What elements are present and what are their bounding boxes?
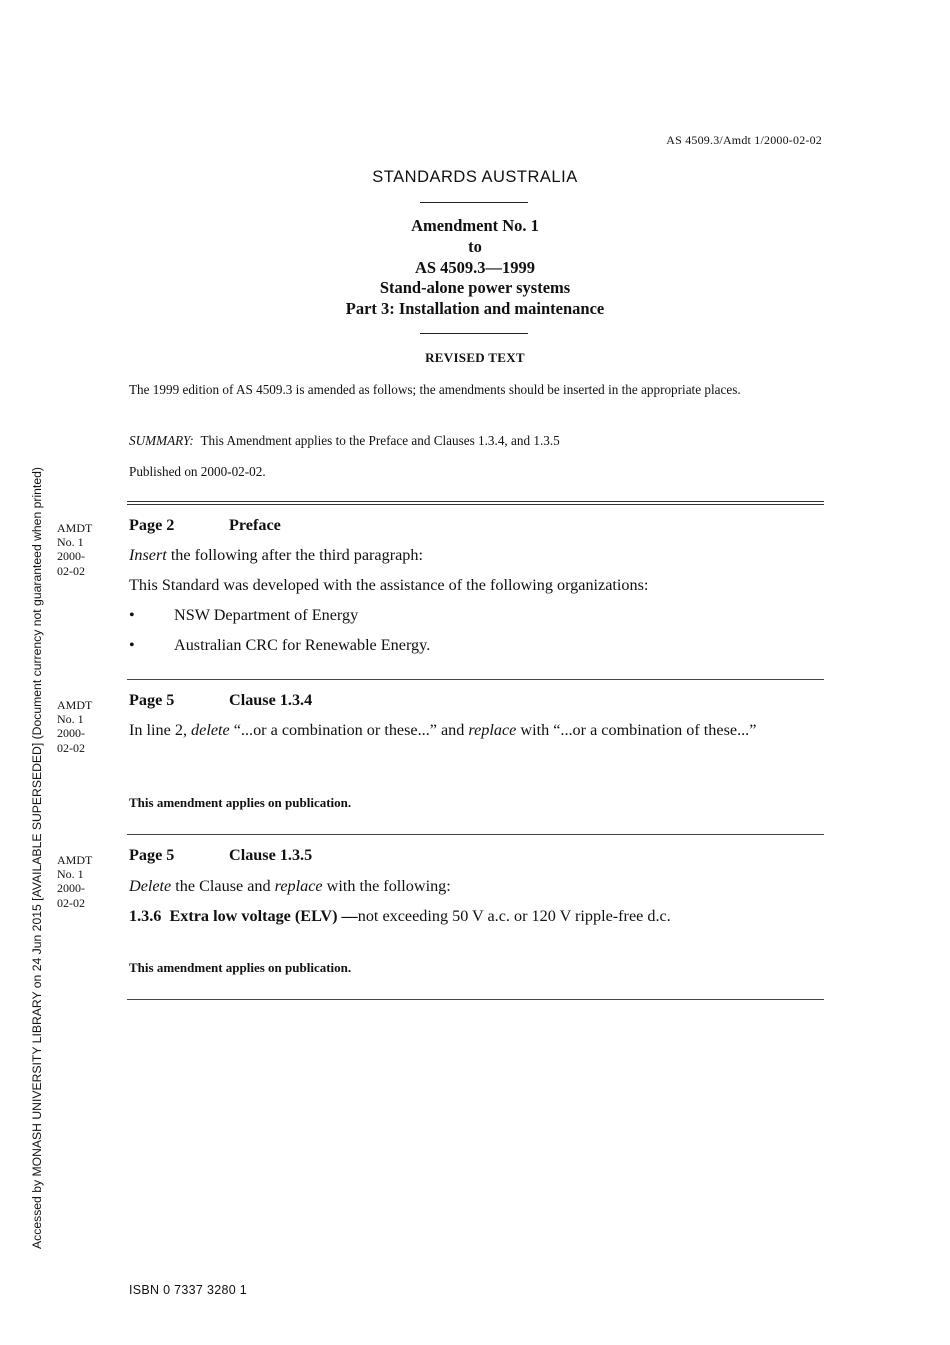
section-divider-double (127, 501, 824, 505)
margin-note-line: AMDT (57, 698, 93, 712)
section-page: Page 5 (129, 691, 175, 709)
title-line-standard: AS 4509.3—1999 (414, 257, 536, 277)
bullet-icon: • (129, 606, 135, 624)
title-rule-bottom (420, 333, 528, 334)
instruction-verb: replace (468, 721, 517, 739)
instruction-text: In line 2, (129, 721, 192, 739)
section-clause: Clause 1.3.4 (229, 691, 313, 709)
bullet-icon: • (129, 636, 135, 654)
applies-note: This amendment applies on publication. (129, 960, 352, 975)
list-item-text: NSW Department of Energy (174, 606, 359, 624)
margin-note-line: No. 1 (57, 867, 84, 882)
section-divider (127, 679, 824, 680)
section-clause: Clause 1.3.5 (229, 846, 313, 864)
section-instruction (129, 545, 822, 566)
definition-text: not exceeding 50 V a.c. or 120 V ripple-free d.c. (357, 907, 671, 925)
amendment-title (0, 216, 950, 320)
section-heading (129, 845, 822, 866)
instruction-verb: delete (191, 721, 230, 739)
published-date: Published on 2000-02-02. (129, 464, 266, 479)
definition-term: 1.3.6 Extra low voltage (ELV) — (129, 907, 358, 925)
margin-note-line: AMDT (57, 853, 93, 867)
instruction-text: the following after the third paragraph: (166, 546, 423, 564)
instruction-text: with the following: (322, 877, 451, 895)
section-heading (129, 690, 822, 711)
revised-text-heading: REVISED TEXT (425, 350, 525, 365)
margin-note-line: 02-02 (57, 895, 85, 910)
instruction-verb: replace (274, 877, 323, 895)
margin-note-line: AMDT (57, 521, 93, 535)
margin-note-line: No. 1 (57, 535, 84, 550)
margin-note-line: No. 1 (57, 712, 84, 727)
list-item (129, 635, 822, 656)
definition (129, 906, 822, 927)
isbn: ISBN 0 7337 3280 1 (129, 1283, 247, 1297)
title-line-subject: Stand-alone power systems (379, 278, 571, 298)
amendment-section-clause-1-3-4 (129, 690, 822, 741)
section-page: Page 5 (129, 846, 175, 864)
section-heading (129, 515, 822, 536)
instruction-text: the Clause and (171, 877, 275, 895)
summary (129, 431, 822, 451)
amendment-margin-note (57, 853, 107, 910)
section-clause: Preface (229, 516, 281, 534)
access-watermark: Accessed by MONASH UNIVERSITY LIBRARY on 24 Jun 2015 [AVAILABLE SUPERSEDED] (Document currency not guaranteed when printed) (30, 467, 44, 1249)
document-reference: AS 4509.3/Amdt 1/2000-02-02 (666, 133, 822, 147)
instruction-text: with “...or a combination of these...” (516, 721, 757, 739)
margin-note-line: 2000- (57, 726, 85, 741)
instruction-verb: Delete (129, 877, 172, 895)
section-instruction (129, 876, 822, 897)
amendment-section-clause-1-3-5 (129, 845, 822, 927)
list-item-text: Australian CRC for Renewable Energy. (174, 636, 431, 654)
instruction-text: “...or a combination or these...” and (229, 721, 469, 739)
summary-text: This Amendment applies to the Preface and Clauses 1.3.4, and 1.3.5 (200, 433, 560, 448)
title-line-amendment: Amendment No. 1 (411, 216, 539, 235)
section-body: This Standard was developed with the assistance of the following organizations: (129, 576, 649, 594)
intro-paragraph: The 1999 edition of AS 4509.3 is amended as follows; the amendments should be inserted in the appropriate places. (129, 382, 741, 397)
margin-note-line: 02-02 (57, 740, 85, 755)
organization-name: STANDARDS AUSTRALIA (372, 168, 578, 186)
title-line-to: to (468, 236, 482, 256)
amendment-margin-note (57, 521, 107, 578)
title-line-part: Part 3: Installation and maintenance (345, 299, 605, 319)
instruction-verb: Insert (129, 546, 167, 564)
margin-note-line: 02-02 (57, 563, 85, 578)
summary-label: SUMMARY: (129, 433, 194, 448)
section-instruction (129, 720, 822, 741)
section-divider (127, 834, 824, 835)
margin-note-line: 2000- (57, 549, 85, 564)
amendment-margin-note (57, 698, 107, 755)
list-item (129, 605, 822, 626)
amendment-section-preface (129, 515, 822, 656)
section-divider (127, 999, 824, 1000)
applies-note: This amendment applies on publication. (129, 795, 352, 810)
section-page: Page 2 (129, 516, 175, 534)
title-rule-top (420, 202, 528, 203)
margin-note-line: 2000- (57, 881, 85, 896)
